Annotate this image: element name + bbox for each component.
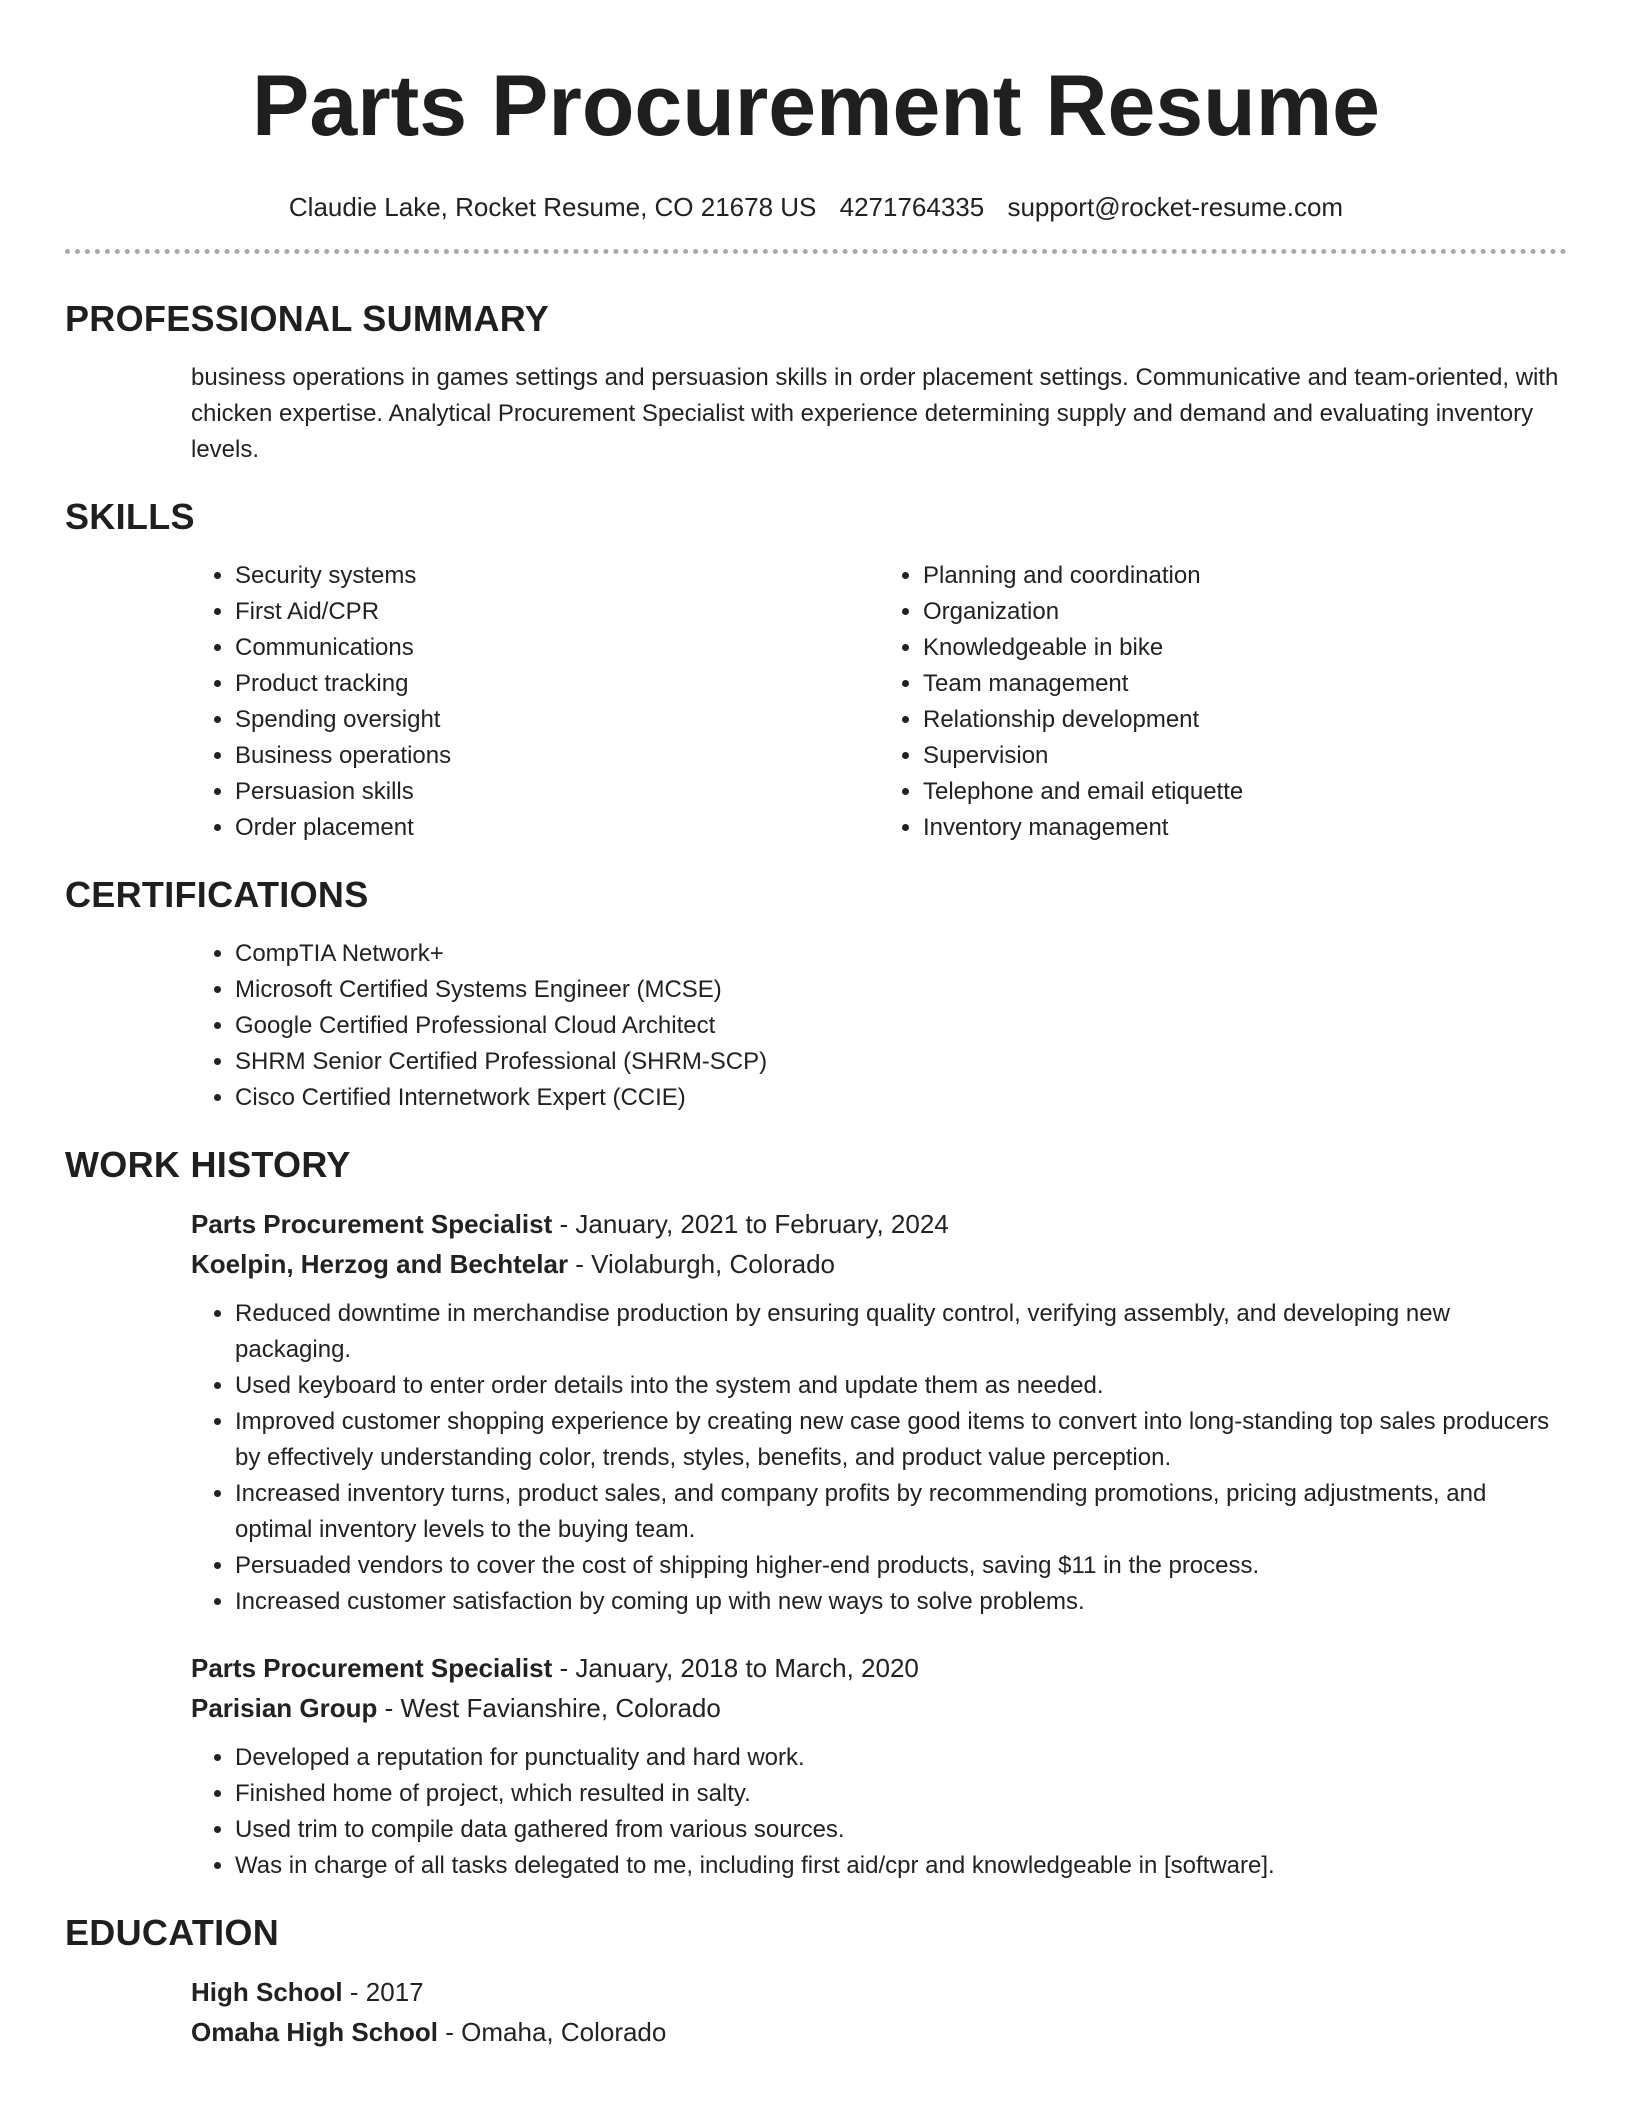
- education-degree-line: [191, 1972, 1567, 2012]
- job-dates: - January, 2021 to February, 2024: [552, 1209, 949, 1239]
- list-item: • Planning and coordination: [923, 558, 1567, 594]
- list-item: • Knowledgeable in bike: [923, 630, 1567, 666]
- list-item: • Telephone and email etiquette: [923, 774, 1567, 810]
- summary-block: [191, 360, 1567, 468]
- list-item: • Microsoft Certified Systems Engineer (MCSE): [235, 972, 1567, 1008]
- job-company-line: [191, 1244, 1567, 1284]
- contact-phone: 4271764335: [839, 192, 985, 222]
- list-item: • Team management: [923, 666, 1567, 702]
- header-divider: [65, 249, 1567, 254]
- list-item: • Persuaded vendors to cover the cost of shipping higher-end products, saving $11 in the process.: [235, 1548, 1567, 1584]
- list-item: • Inventory management: [923, 810, 1567, 846]
- section-title-education: EDUCATION: [65, 1912, 280, 1953]
- skills-block: [191, 558, 1567, 846]
- list-item: • Google Certified Professional Cloud Architect: [235, 1008, 1567, 1044]
- summary-text: business operations in games settings and persuasion skills in order placement settings. Communicative and team-oriented, with chicken expertise. Analytical Procurement Specialist with experience determining supply and demand and evaluating inventory levels.: [191, 364, 1559, 463]
- job-company: Koelpin, Herzog and Bechtelar: [191, 1249, 569, 1279]
- section-title-work-history: WORK HISTORY: [65, 1144, 351, 1185]
- job-entry: [191, 1204, 1567, 1620]
- resume-title: Parts Procurement Resume: [252, 58, 1380, 154]
- contact-email: support@rocket-resume.com: [1007, 192, 1344, 222]
- list-item: • Increased inventory turns, product sales, and company profits by recommending promotions, pricing adjustments, and optimal inventory levels to the buying team.: [235, 1476, 1567, 1548]
- list-item: • Supervision: [923, 738, 1567, 774]
- list-item: • Persuasion skills: [235, 774, 879, 810]
- education-degree: High School: [191, 1977, 343, 2007]
- section-title-summary: PROFESSIONAL SUMMARY: [65, 298, 550, 339]
- job-role-line: [191, 1204, 1567, 1244]
- list-item: • Developed a reputation for punctuality and hard work.: [235, 1740, 1567, 1776]
- list-item: • Improved customer shopping experience by creating new case good items to convert into long-standing top sales producers by effectively understanding color, trends, styles, benefits, and product value perception.: [235, 1404, 1567, 1476]
- list-item: • Order placement: [235, 810, 879, 846]
- job-company: Parisian Group: [191, 1693, 378, 1723]
- job-company-line: [191, 1688, 1567, 1728]
- list-item: • Product tracking: [235, 666, 879, 702]
- list-item: • Security systems: [235, 558, 879, 594]
- education-school-line: [191, 2012, 1567, 2052]
- education-location: - Omaha, Colorado: [438, 2017, 667, 2047]
- skills-list-left: [191, 558, 879, 846]
- skills-list-right: [879, 558, 1567, 846]
- job-duties-list: [191, 1296, 1567, 1620]
- list-item: • Business operations: [235, 738, 879, 774]
- certifications-list: [191, 936, 1567, 1116]
- certifications-block: [191, 936, 1567, 1116]
- job-role-line: [191, 1648, 1567, 1688]
- list-item: • Used keyboard to enter order details into the system and update them as needed.: [235, 1368, 1567, 1404]
- list-item: • Organization: [923, 594, 1567, 630]
- list-item: • Reduced downtime in merchandise production by ensuring quality control, verifying assembly, and developing new packaging.: [235, 1296, 1567, 1368]
- contact-line: [65, 192, 1567, 223]
- job-entry: [191, 1648, 1567, 1884]
- job-role: Parts Procurement Specialist: [191, 1653, 553, 1683]
- list-item: • Finished home of project, which resulted in salty.: [235, 1776, 1567, 1812]
- list-item: • Cisco Certified Internetwork Expert (CCIE): [235, 1080, 1567, 1116]
- job-duties-list: [191, 1740, 1567, 1884]
- job-location: - West Favianshire, Colorado: [377, 1693, 721, 1723]
- education-school: Omaha High School: [191, 2017, 439, 2047]
- education-year: - 2017: [342, 1977, 424, 2007]
- list-item: • Was in charge of all tasks delegated to me, including first aid/cpr and knowledgeable in [software].: [235, 1848, 1567, 1884]
- list-item: • Spending oversight: [235, 702, 879, 738]
- list-item: • SHRM Senior Certified Professional (SHRM-SCP): [235, 1044, 1567, 1080]
- education-block: [191, 1972, 1567, 2052]
- job-dates: - January, 2018 to March, 2020: [552, 1653, 919, 1683]
- list-item: • Communications: [235, 630, 879, 666]
- list-item: • CompTIA Network+: [235, 936, 1567, 972]
- contact-address: Claudie Lake, Rocket Resume, CO 21678 US: [288, 192, 817, 222]
- list-item: • Relationship development: [923, 702, 1567, 738]
- list-item: • Used trim to compile data gathered from various sources.: [235, 1812, 1567, 1848]
- list-item: • Increased customer satisfaction by coming up with new ways to solve problems.: [235, 1584, 1567, 1620]
- list-item: • First Aid/CPR: [235, 594, 879, 630]
- job-location: - Violaburgh, Colorado: [568, 1249, 835, 1279]
- section-title-certifications: CERTIFICATIONS: [65, 874, 369, 915]
- section-title-skills: SKILLS: [65, 496, 195, 537]
- job-role: Parts Procurement Specialist: [191, 1209, 553, 1239]
